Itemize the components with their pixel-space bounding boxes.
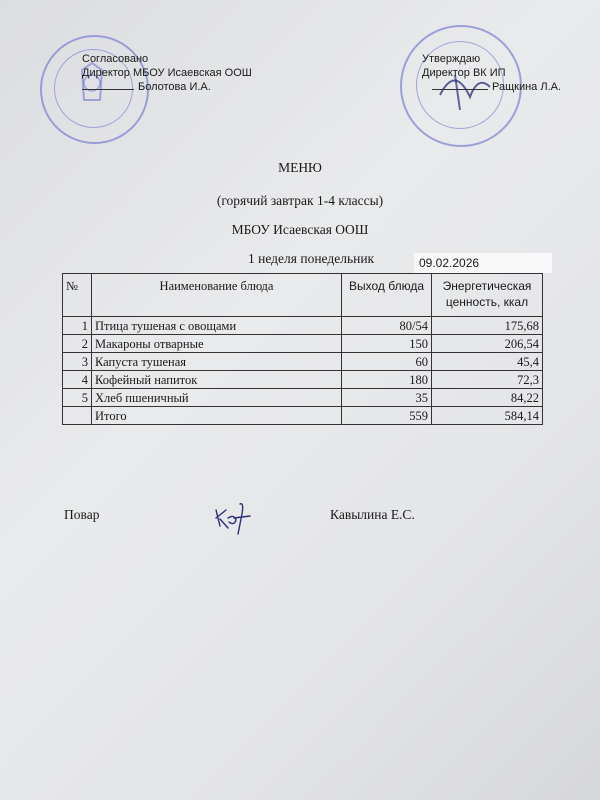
row-output: 80/54 xyxy=(342,317,432,335)
date-label: 09.02.2026 xyxy=(414,253,552,273)
page-title: МЕНЮ xyxy=(278,160,322,175)
header-num: № xyxy=(63,274,92,317)
page-subtitle: (горячий завтрак 1-4 классы) xyxy=(216,193,384,208)
row-energy: 45,4 xyxy=(432,353,543,371)
header-energy-line2: ценность, ккал xyxy=(445,295,529,309)
row-energy: 72,3 xyxy=(432,371,543,389)
total-energy: 584,14 xyxy=(432,407,543,425)
menu-table xyxy=(62,273,543,425)
row-num: 2 xyxy=(63,335,92,353)
row-energy: 206,54 xyxy=(432,335,543,353)
approval-right-position: Директор ВК ИП xyxy=(422,67,506,79)
row-output: 35 xyxy=(342,389,432,407)
row-name: Макароны отварные xyxy=(92,335,342,353)
table-row xyxy=(63,371,543,389)
row-energy: 84,22 xyxy=(432,389,543,407)
header-name: Наименование блюда xyxy=(92,274,342,317)
row-num: 5 xyxy=(63,389,92,407)
total-output: 559 xyxy=(342,407,432,425)
row-name: Хлеб пшеничный xyxy=(92,389,342,407)
row-num: 3 xyxy=(63,353,92,371)
header-output: Выход блюда xyxy=(342,274,432,317)
table-row xyxy=(63,389,543,407)
school-name: МБОУ Исаевская ООШ xyxy=(231,222,369,237)
cook-signature xyxy=(210,500,260,535)
table-row xyxy=(63,317,543,335)
row-name: Птица тушеная с овощами xyxy=(92,317,342,335)
week-day-label: 1 неделя понедельник xyxy=(248,251,375,266)
row-output: 60 xyxy=(342,353,432,371)
total-num xyxy=(63,407,92,425)
total-label: Итого xyxy=(92,407,342,425)
table-header-row xyxy=(63,274,543,317)
approval-right-title: Утверждаю xyxy=(422,53,481,65)
approval-block-right xyxy=(422,52,561,94)
signature-line xyxy=(82,89,134,90)
table-row xyxy=(63,353,543,371)
row-num: 1 xyxy=(63,317,92,335)
row-output: 150 xyxy=(342,335,432,353)
header-energy-line1: Энергетическая xyxy=(442,279,532,293)
table-row xyxy=(63,335,543,353)
approval-block-left xyxy=(82,52,252,94)
approval-left-title: Согласовано xyxy=(82,53,149,65)
approval-left-position: Директор МБОУ Исаевская ООШ xyxy=(82,67,252,79)
approval-left-name: Болотова И.А. xyxy=(138,81,211,93)
row-output: 180 xyxy=(342,371,432,389)
row-energy: 175,68 xyxy=(432,317,543,335)
cook-name: Кавылина Е.С. xyxy=(330,507,415,522)
table-total-row xyxy=(63,407,543,425)
header-energy xyxy=(432,274,543,317)
row-name: Капуста тушеная xyxy=(92,353,342,371)
row-num: 4 xyxy=(63,371,92,389)
row-name: Кофейный напиток xyxy=(92,371,342,389)
cook-label: Повар xyxy=(64,507,100,522)
signature-line xyxy=(432,89,488,90)
approval-right-name: Ращкина Л.А. xyxy=(492,81,562,93)
